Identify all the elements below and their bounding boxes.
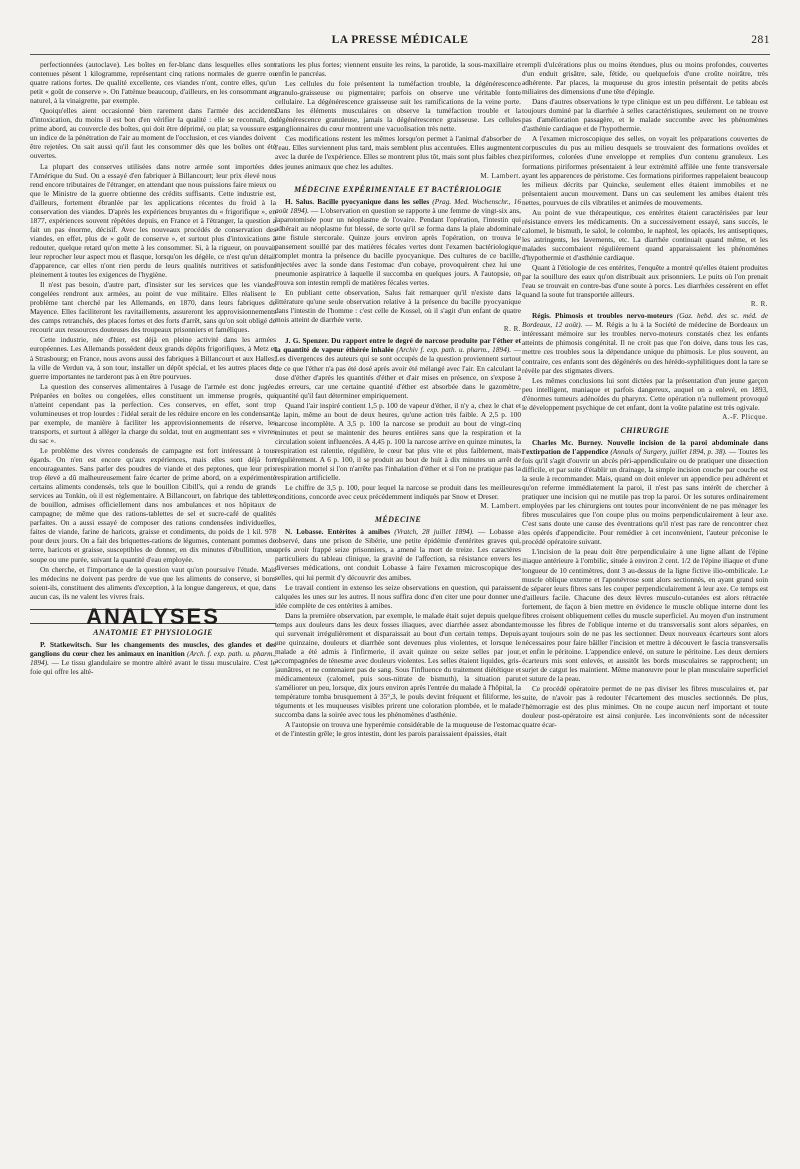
review-title: Sur les changements des muscles, des glandes et des ganglions du cœur chez les animaux en inanition	[30, 639, 276, 658]
page-number: 281	[751, 34, 770, 46]
column-1	[30, 60, 276, 1150]
paragraph: Le chiffre de 3,5 p. 100, pour lequel la narcose se produit dans les meilleures conditions, concorde avec ceux précédemment indiqués par Snow et Dreser.	[275, 483, 521, 502]
column-2	[275, 60, 521, 1150]
signature: M. Lambert.	[480, 171, 521, 180]
paragraph: Le travail contient in extenso les seize observations en question, qui paraissent calquées les unes sur les autres. Il nous suffira donc d'en citer une pour donner une idée complète de ces entérites à amibes.	[275, 582, 521, 610]
paragraph: Ces modifications restent les mêmes lorsqu'on permet à l'animal d'absorber de l'eau. Elles surviennent plus tard, mais semblent plus accentuées. Elles augmentent avec la durée de l'expérience. Elles se montrent plus tôt, mais sont plus faibles chez les jeunes animaux que chez les adultes.	[275, 134, 521, 171]
review-author: P. Statkewitsch.	[40, 639, 92, 649]
review-author: Régis.	[532, 311, 551, 321]
paragraph: Au point de vue thérapeutique, ces entérites étaient caractérisées par leur résistance envers les médicaments. On a successivement essayé, sans succès, le calomel, le bismuth, le salol, le colombo, le naphtol, les opiacés, les antiseptiques, les astringents, les lavements, etc. La diarrhée continuait quand même, et les malades succombaient régulièrement quand apparaissaient les phénomènes d'hypothermie et d'asthénie cardiaque.	[522, 207, 768, 262]
analyses-heading: ANALYSES	[30, 609, 276, 624]
page-header	[30, 34, 770, 52]
signature: M. Lambert.	[480, 502, 521, 511]
header-rule	[30, 54, 770, 55]
review-text: — M. Régis a lu à la Société de médecine de Bordeaux un intéressant mémoire sur les troubles nervo-moteurs constatés chez les enfants atteints de phimosis congénital. Il ne croit pas que l'on doive, dans tous les cas, mettre ces troubles sous la dépendance unique du phimosis. Le plus souvent, au contraire, ces enfants sont des dégénérés ou des hérédo-syphilitiques dont la tare se révèle par des stigmates divers.	[522, 320, 768, 375]
review-author: N. Lobasse.	[285, 527, 324, 537]
paragraph: Quand l'air inspiré contient 1,5 p. 100 de vapeur d'éther, il n'y a, chez le chat et le lapin, même au bout de deux heures, qu'une action très faible. A 2,5 p. 100 narcose incomplète. A 3,5 p. 100 la narcose se produit au bout de vingt-cinq minutes et peut se maintenir des heures entières sans que la respiration et la circulation soient influencées. A 4,45 p. 100 la narcose arrive en quinze minutes, la respiration est ralentie, régulière, le cœur bat plus vite et plus faiblement, mais régulièrement. A 6 p. 100, il se produit au bout de huit à dix minutes un arrêt de respiration mortel si l'on n'arrête pas l'inhalation d'éther et si l'on ne pratique pas la respiration artificielle.	[275, 400, 521, 483]
review-reference: (Annals of Surgery, juillet 1894, p. 38).	[610, 446, 727, 456]
review-title: Phimosis et troubles nervo-moteurs	[555, 311, 673, 321]
review-title: Bacille pyocyanique dans les selles	[317, 196, 430, 206]
review-spenzer	[275, 336, 521, 399]
paragraph: Cette industrie, née d'hier, est déjà en pleine activité dans les armées européennes. Les Allemands possèdent deux grands dépôts frigorifiques, à Metz et à Strasbourg; en France, nous avons aussi des fabriques à Billancourt et aux Halles; la ville de Verdun va, à son tour, installer un dépôt spécial, et les autres places de guerre importantes ne tarderont pas à en être pourvues.	[30, 335, 276, 381]
paragraph: A l'examen microscopique des selles, on voyait les préparations couvertes de corpuscules du pus au milieu desquels se trouvaient des formations ovoïdes et piriformes, colorées d'une enveloppe et remplies d'un contenu granuleux. Les formations piriformes présentaient à leur extrémité affilée une fente transversale ayant les apparences de péristome. Ces formations piriformes rappelaient beaucoup les milieux décrits par Quincke, seulement elles étaient immobiles et ne présentaient aucun mouvement. Dans un cas seulement les amibes étaient très nettes, pourvues de cils vibratiles et animées de mouvements.	[522, 134, 768, 207]
paragraph: Quant à l'étiologie de ces entérites, l'enquête a montré qu'elles étaient produites par la souillure des eaux qu'on distribuait aux prisonniers. Le puits où l'on prenait l'eau se trouvait en contre-bas d'une soute à porcs. Les diarrhées cessèrent en effet quand la soute fut transportée ailleurs.	[522, 263, 768, 300]
review-reference: (Vratch, 28 juillet 1894).	[394, 527, 474, 537]
section-heading: MÉDECINE EXPÉRIMENTALE ET BACTÉRIOLOGIE	[294, 184, 502, 194]
review-reference: (Archiv f. exp. path. u. pharm., 1894).	[396, 345, 512, 355]
signature: R. R.	[503, 325, 521, 334]
review-regis	[522, 311, 768, 374]
section-heading: CHIRURGIE	[620, 425, 670, 435]
paragraph: On cherche, et l'importance de la question vaut qu'on poursuive l'étude. Mais les médecins ne doivent pas perdre de vue que les aliments de conserve, si bons soient-ils, constituent des aliments d'exception, à la longue dangereux, et que, dans aucun cas, ils ne valent les vivres frais.	[30, 564, 276, 601]
paragraph: Il n'est pas besoin, d'autre part, d'insister sur les services que les viandes congelées rendront aux armées, au point de vue militaire. Elles réalisent le problème tant cherché par les Allemands, en 1870, dans leurs fabriques de Mayence. Elles faciliteront les ravitaillements, assureront les approvisionnements des camps retranchés, des places fortes et des forts d'arrêt, sans qu'on soit obligé de recourir aux ressources douteuses des troupeaux prisonniers et faméliques.	[30, 280, 276, 335]
review-text: — Les divergences des auteurs qui se sont occupés de la question proviennent surtout de ce que l'éther n'a pas été dosé après avoir été mélangé avec l'air. En calculant la dose d'éther d'après les quantités d'éther et d'air mises en présence, on s'expose à des erreurs, car une certaine quantité d'éther est absorbée dans le gazomètre, quantité qu'il faut déterminer empiriquement.	[275, 345, 521, 400]
paragraph: La question des conserves alimentaires à l'usage de l'armée est donc jugée. Préparées en boîtes ou congelées, elles constituent un immense progrès, qui n'atteint cependant pas la perfection. Ces conserves, en effet, sont trop volumineuses et trop lourdes : l'idéal serait de les réduire encore en les condensant, par exemple, de manière à faciliter les approvisionnements de réserve, les transports, et surtout à alléger la charge du soldat, tout en augmentant ses « vivres du sac ».	[30, 381, 276, 445]
section-heading: MÉDECINE	[374, 515, 422, 525]
column-3	[522, 60, 768, 1150]
signature: R. R.	[750, 300, 768, 309]
review-text: — L'observation en question se rapporte à une femme de vingt-six ans, laparotomisée pour un néoplasme de l'ovaire. Pendant l'opération, l'intestin qui adhérait au néoplasme fut blessé, de sorte qu'il se forma dans la plaie abdominale une fistule stercorale. Quinze jours environ après l'opération, on trouva le pansement souillé par des matières fécales vertes dont l'examen bactériologique complet montra la présence du bacille pyocyanique. Des cultures de ce bacille, injectées avec la sonde dans l'estomac d'un cobaye, provoquèrent chez lui une pneumonie aspiratrice à laquelle il succomba en quelques jours. A l'autopsie, on trouva son intestin rempli de matières fécales vertes.	[275, 205, 521, 288]
paragraph: La plupart des conserves utilisées dans notre armée sont importées de l'Amérique du Sud. On a essayé d'en fabriquer à Billancourt; leur prix élevé nous rend encore tributaires de l'étranger, en attendant que nous puissions faire mieux ou que le Ministre de la guerre obtienne des crédits suffisants. Cette industrie est, d'ailleurs, fortement ébranlée par les applications récentes du froid à la conservation des viandes. D'après les expériences bruyantes du « frigorifique », en 1877, expériences souvent répétées depuis, en France et à l'étranger, la question a fait un pas énorme, décisif. Avec les nouveaux procédés de conservation des viandes, en effet, plus de « goût de conserve », et surtout plus d'intoxications à redouter, quelque retard qu'on mette à les consommer. Si, à la rigueur, on pouvait leur reprocher leur aspect mou et flasque, lorsqu'on les dégèle, ce n'est qu'un détail d'apparence, car elles n'ont rien perdu de leurs qualités nutritives et satisfont pleinement à toutes les exigences de l'hygiène.	[30, 161, 276, 280]
paragraph: Les cellules du foie présentent la tuméfaction trouble, la dégénérescence granulo-graisseuse ou pigmentaire; parfois on observe une véritable fonte cellulaire. La dégénérescence graisseuse suit les ramifications de la veine porte. Dans les éléments musculaires on observe la tuméfaction trouble et la dégénérescence granuleuse, jamais la dégénérescence graisseuse. Les cellules ganglionnaires du cœur montrent une vacuolisation très nette.	[275, 79, 521, 134]
paragraph: rempli d'ulcérations plus ou moins étendues, plus ou moins profondes, couvertes d'un enduit grisâtre, sale, fétide, ou quelquefois d'une croûte noirâtre, très adhérente. Par places, la muqueuse du gros intestin présentait de petits abcès miliaires des dimensions d'une tête d'épingle.	[522, 60, 768, 97]
paragraph: Dans d'autres observations le type clinique est un peu différent. Le tableau est toujours dominé par la diarrhée à selles caractéristiques, seulement on ne trouve pas d'amélioration passagère, et le malade succombe avec les phénomènes d'asthénie cardiaque et de l'hypothermie.	[522, 97, 768, 134]
review-text: — Lobasse a observé, dans une prison de Sibérie, une petite épidémie d'entérites graves qui, après avoir frappé seize prisonniers, a amené la mort de treize. Les caractères particuliers du tableau clinique, la gravité de l'affection, sa résistance envers les diverses médications, ont conduit Lobasse à faire l'examen microscopique des selles, qui lui permit d'y découvrir des amibes.	[275, 527, 521, 582]
review-reference: (Gaz. hebd. des sc. méd. de Bordeaux, 12 août).	[522, 311, 768, 330]
review-statkewitsch	[30, 640, 276, 676]
review-title: Du rapport entre le degré de narcose produite par l'éther et la quantité de vapeur éthérée inhalée	[275, 336, 521, 355]
review-title: Entérites à amibes	[327, 527, 391, 537]
review-lobasse	[275, 527, 521, 581]
review-salus	[275, 197, 521, 287]
review-author: Charles Mc. Burney.	[532, 437, 603, 447]
journal-title: LA PRESSE MÉDICALE	[331, 34, 469, 46]
paragraph: perfectionnées (autoclave). Les boîtes en fer-blanc dans lesquelles elles sont contenues pèsent 1 kilogramme, représentant cinq rations normales de guerre ou quatre rations fortes. De qualité excellente, ces viandes n'ont, contre elles, qu'un petit « goût de conserve ». On l'atténue beaucoup, d'ailleurs, en les consommant au naturel, à la vinaigrette, par exemple.	[30, 60, 276, 106]
paragraph: Ce procédé opératoire permet de ne pas diviser les fibres musculaires et, par suite, de n'avoir pas à redouter l'écartement des muscles sectionnés. De plus, l'hémorragie est des plus minimes. On ne coupe aucun nerf important et toute douleur post-opératoire est ainsi conjurée. Les inconvénients sont de nécessiter quatre écar-	[522, 684, 768, 730]
paragraph: Dans la première observation, par exemple, le malade était sujet depuis quelque temps aux douleurs dans les deux fosses iliaques, avec diarrhée assez abondante qui survenait irrégulièrement et disparaissait au bout d'un certain temps. Depuis une quinzaine, douleurs et diarrhée sont devenues plus violentes, et lorsque le malade a été admis à l'infirmerie, il avait quinze ou seize selles par jour, accompagnées de ténesme avec douleurs violentes. Les selles étaient liquides, gris-jaunâtres, et ne contenaient pas de sang. Sous l'influence du traitement diététique et médicamenteux (calomel, puis sous-nitrate de bismuth), la situation parut s'améliorer un peu, lorsque, dix jours environ après l'entrée du malade à l'hôpital, la température tomba brusquement à 35°,3, le pouls devint fréquent et filiforme, les téguments et les muqueuses visibles prirent une coloration plombée, et le malade succomba dans la soirée avec tous les phénomènes d'asthénie.	[275, 610, 521, 720]
paragraph: Quoiqu'elles aient occasionné bien rarement dans l'armée des accidents d'intoxication, du moins il est bon d'en vérifier la qualité : elle se reconnaît, de prime abord, au couvercle des boîtes, qui doit être déprimé, ou plat; sa voussure est un indice de la pénétration de l'air au moment de l'occlusion, et ces viandes doivent être rejetées. On sait aussi qu'il faut les consommer dès que les boîtes ont été ouvertes.	[30, 106, 276, 161]
review-reference: (Prag. Med. Wochenschr., 16 août 1894).	[275, 196, 521, 215]
review-text: — Toutes les fois qu'il s'agit d'ouvrir un abcès péri-appendiculaire ou de pratiquer une dissection difficile, et par suite d'établir un drainage, la simple incision couche par couche est la seule à recommander. Mais, quand on doit enlever un appendice peu adhérent et qu'on referme immédiatement la paroi, il n'est pas sans intérêt de chercher à pratiquer une incision qui ne mutile pas trop la paroi. Or les sutures ordinairement employées par les chirurgiens ont toutes pour inconvénient de ne pas ménager les fibres musculaires que l'on coupe plus ou moins perpendiculairement à leur axe. C'est sans doute une cause des éventrations qu'il n'est pas rare de rencontrer chez les opérés d'appendicite. Pour remédier à cet inconvénient, l'auteur préconise le procédé opératoire suivant.	[522, 446, 768, 547]
review-reference: (Arch. f. exp. path. u. pharm., 1894).	[30, 648, 276, 667]
paragraph: En publiant cette observation, Salus fait remarquer qu'il n'existe dans la littérature qu'une seule observation relative à la présence du bacille pyocyanique dans l'intestin de l'homme : c'est celle de Kossel, où il s'agit d'un enfant de quatre mois atteint de diarrhée verte.	[275, 288, 521, 325]
signature: A.-F. Plicque.	[722, 412, 768, 421]
paragraph: Les mêmes conclusions lui sont dictées par la présentation d'un jeune garçon peu intelligent, maniaque et parfois dangereux, auquel on a enlevé, en 1893, d'énormes tumeurs adénoïdes du pharynx. Cette opération n'a nullement provoqué le développement psychique de cet enfant, dont la voûte palatine est très ogivale.	[522, 375, 768, 412]
paragraph: rations les plus fortes; viennent ensuite les reins, la parotide, la sous-maxillaire et enfin le pancréas.	[275, 60, 521, 79]
review-burney	[522, 438, 768, 547]
review-author: J. G. Spenzer.	[285, 336, 329, 346]
review-author: H. Salus.	[285, 196, 315, 206]
review-text: — Le tissu glandulaire se montre altéré avant le tissu musculaire. C'est le foie qui offre les alté-	[30, 657, 276, 676]
paragraph: L'incision de la peau doit être perpendiculaire à une ligne allant de l'épine iliaque antérieure à l'ombilic, située à environ 2 cent. 1/2 de l'épine iliaque et d'une longueur de 10 centimètres, dont 3 au-dessus de la ligne fictive ilio-ombilicale. Le muscle oblique externe et l'aponévrose sont alors sectionnés, en ayant grand soin de séparer leurs fibres sans les couper perpendiculairement à leur axe. Ce temps est d'ailleurs facile. Chacune des deux lèvres musculo-cutanées est alors rétractée fortement, de façon à bien mettre en évidence le muscle oblique interne dont les fibres croisent obliquement celles du muscle superficiel. Au moyen d'un instrument mousse les fibres de l'oblique interne et du transversalis sont alors séparées, en ayant toujours soin de ne pas les sectionner. Deux nouveaux écarteurs sont alors nécessaires pour faire bâiller l'incision et mettre à découvert le fascia transversalis et enfin le péritoine. L'appendice enlevé, on suture le péritoine. Les deux derniers écarteurs mis sont enlevés, et aussitôt les bords musculaires se rapprochent; un surjet de catgut les maintient. Même manœuvre pour le plan musculaire superficiel et suture de la peau.	[522, 547, 768, 684]
section-heading: ANATOMIE ET PHYSIOLOGIE	[93, 627, 213, 637]
review-title: Nouvelle incision de la paroi abdominale dans l'extirpation de l'appendice	[522, 437, 768, 456]
paragraph: A l'autopsie on trouva une hyperémie considérable de la muqueuse de l'estomac et de l'intestin grêle; le gros intestin, dont les parois paraissaient épaissies, était	[275, 720, 521, 739]
paragraph: Le problème des vivres condensés de campagne est fort intéressant à tous égards. On n'en est encore qu'aux expériences, mais elles sont déjà fort encourageantes. Sans parler des poudres de viande et des peptones, que leur prix trop élevé a dû malheureusement faire écarter de prime abord, on a expérimenté certains aliments condensés, tels que le bouillon Cibill's, qui a rendu de grands services au Tonkin, où il est réglementaire. A Billancourt, on fabrique des tablettes de bouillon, admises officiellement dans nos ambulances et nos hôpitaux de campagne; de même que des rations-tablettes de sel et sucre-café de qualités parfaites. On a aussi essayé de composer des rations condensées individuelles, faites de viande, farine de haricots, graisse et condiments, du poids de 1 kil. 978 pour deux jours. On a fait des briquettes-rations de légumes, contenant pommes de terre, haricots et graisse, susceptibles de donner, en dix minutes d'ébullition, une soupe ou une purée, suivant la quantité d'eau employée.	[30, 445, 276, 564]
